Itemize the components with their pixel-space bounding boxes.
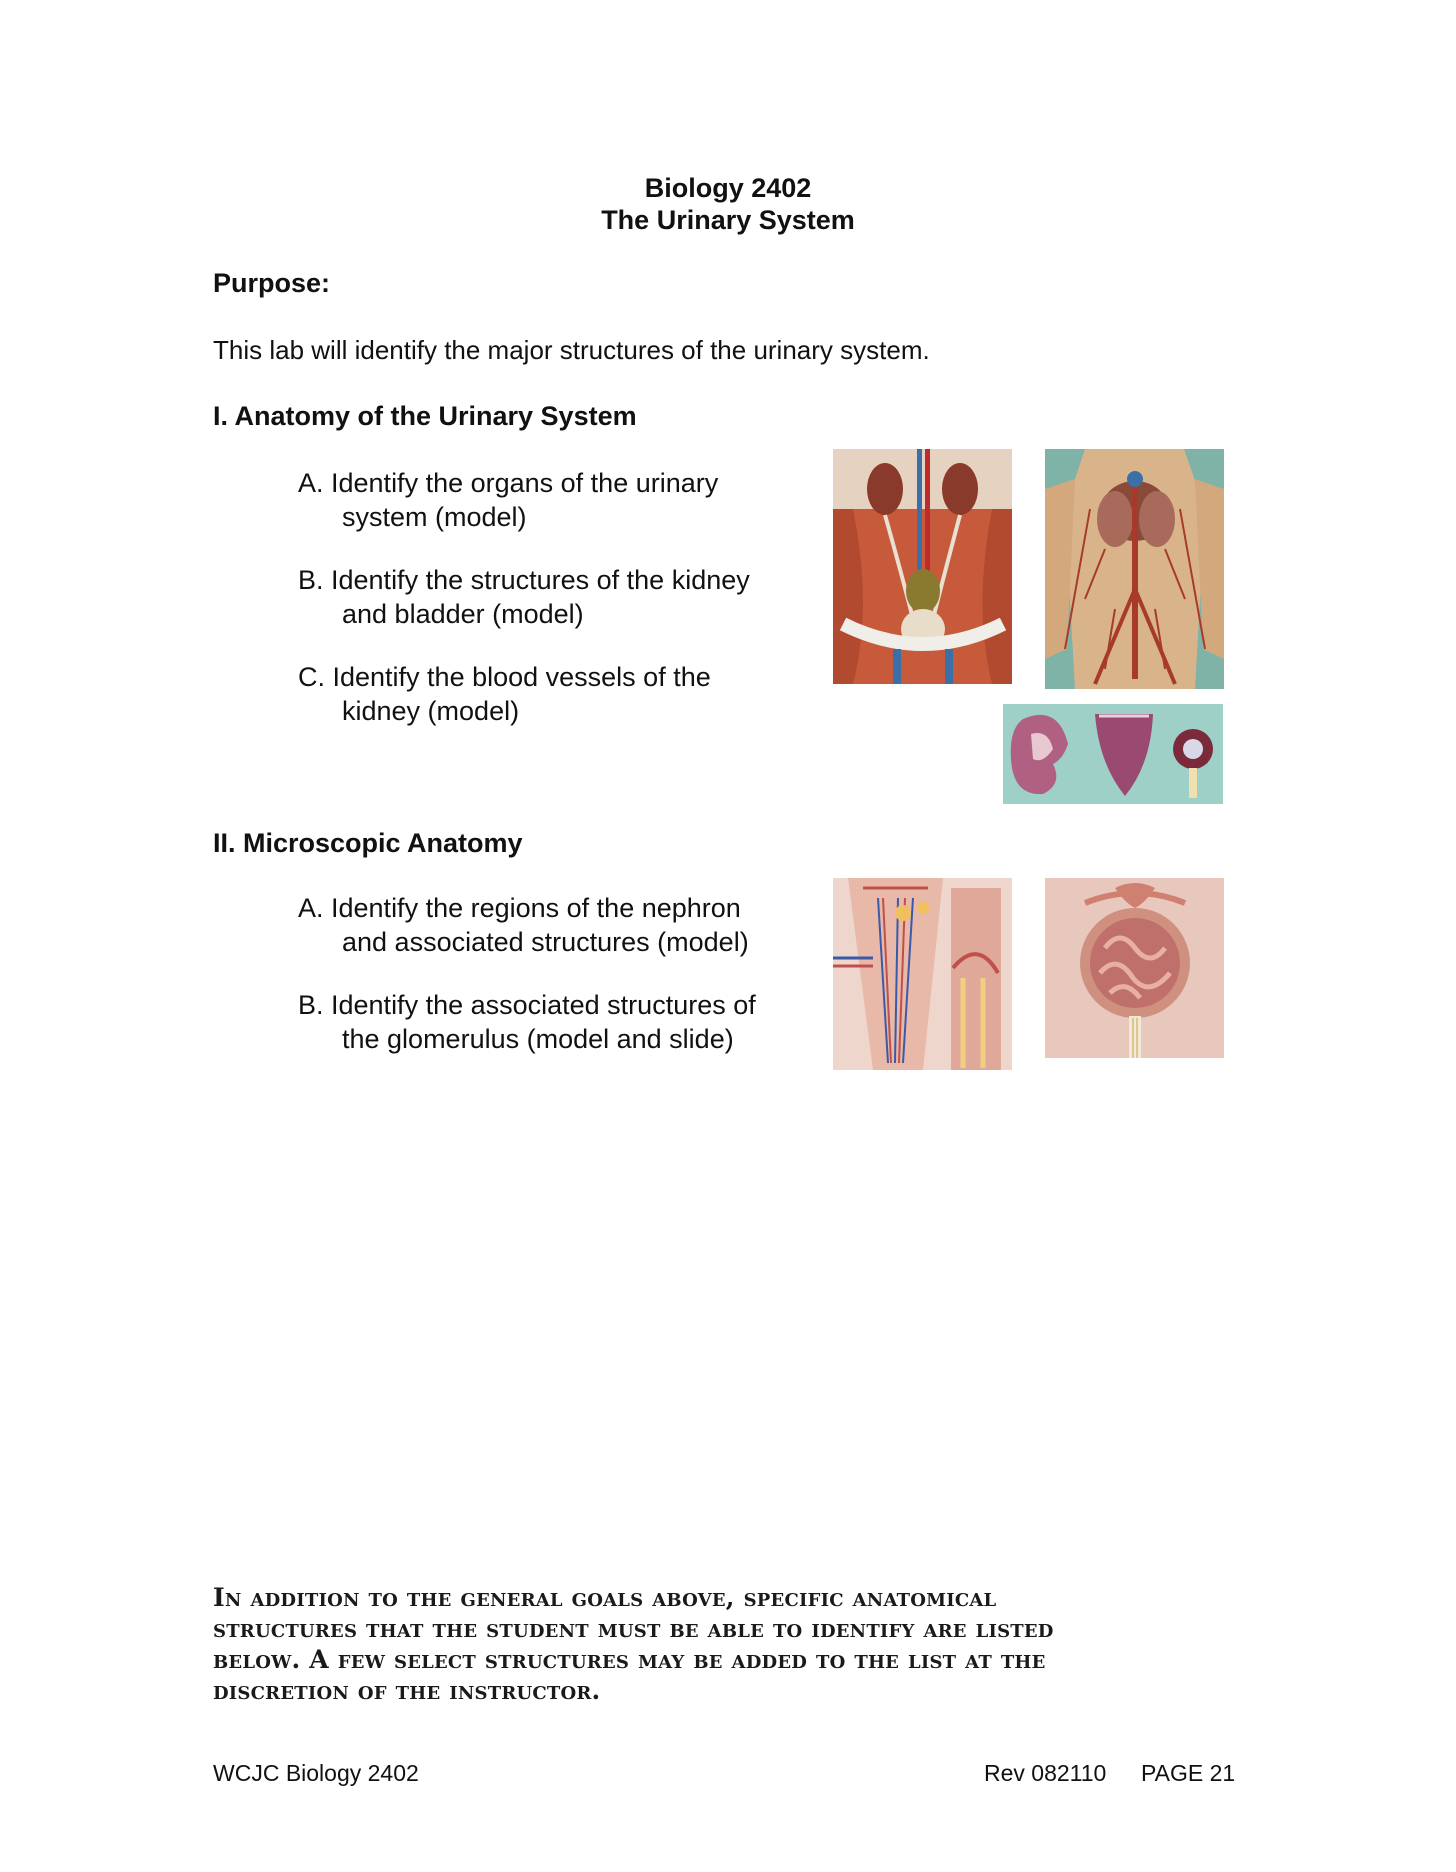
urinary-model-photo <box>833 449 1012 684</box>
circulatory-torso-photo <box>1045 449 1224 689</box>
glomerulus-model-photo <box>1045 878 1224 1058</box>
item-line-2: kidney (model) <box>342 696 520 726</box>
section-1-item-a <box>298 466 818 534</box>
section-1-heading: I. Anatomy of the Urinary System <box>213 401 637 431</box>
note-line: discretion of the instructor. <box>213 1676 601 1705</box>
item-line-1: A. Identify the regions of the nephron <box>298 893 741 923</box>
item-line-1: A. Identify the organs of the urinary <box>298 468 719 498</box>
nephron-model-photo <box>833 878 1012 1070</box>
note-line: below. A few select structures may be added to the list at the <box>213 1645 1046 1674</box>
item-line-1: B. Identify the associated structures of <box>298 990 756 1020</box>
page-title: The Urinary System <box>601 205 855 235</box>
item-line-1: C. Identify the blood vessels of the <box>298 662 711 692</box>
footer-course: WCJC Biology 2402 <box>213 1760 419 1786</box>
section-2-item-a <box>298 891 818 959</box>
section-1-item-c <box>298 660 818 728</box>
instructor-note <box>213 1582 1253 1706</box>
purpose-heading: Purpose: <box>213 268 331 298</box>
kidney-models-photo <box>1003 704 1223 804</box>
section-2-heading: II. Microscopic Anatomy <box>213 828 523 858</box>
purpose-text: This lab will identify the major structures of the urinary system. <box>213 335 930 365</box>
item-line-2: and associated structures (model) <box>342 927 749 957</box>
item-line-1: B. Identify the structures of the kidney <box>298 565 750 595</box>
item-line-2: the glomerulus (model and slide) <box>342 1024 734 1054</box>
footer-page-number: PAGE 21 <box>1141 1760 1236 1786</box>
note-line: In addition to the general goals above, specific anatomical <box>213 1583 997 1612</box>
item-line-2: and bladder (model) <box>342 599 584 629</box>
note-line: structures that the student must be able to identify are listed <box>213 1614 1054 1643</box>
section-1-item-b <box>298 563 818 631</box>
course-title: Biology 2402 <box>644 173 812 203</box>
document-title-block <box>0 172 1456 236</box>
item-line-2: system (model) <box>342 502 527 532</box>
footer-revision: Rev 082110 <box>984 1760 1107 1786</box>
section-2-item-b <box>298 988 818 1056</box>
